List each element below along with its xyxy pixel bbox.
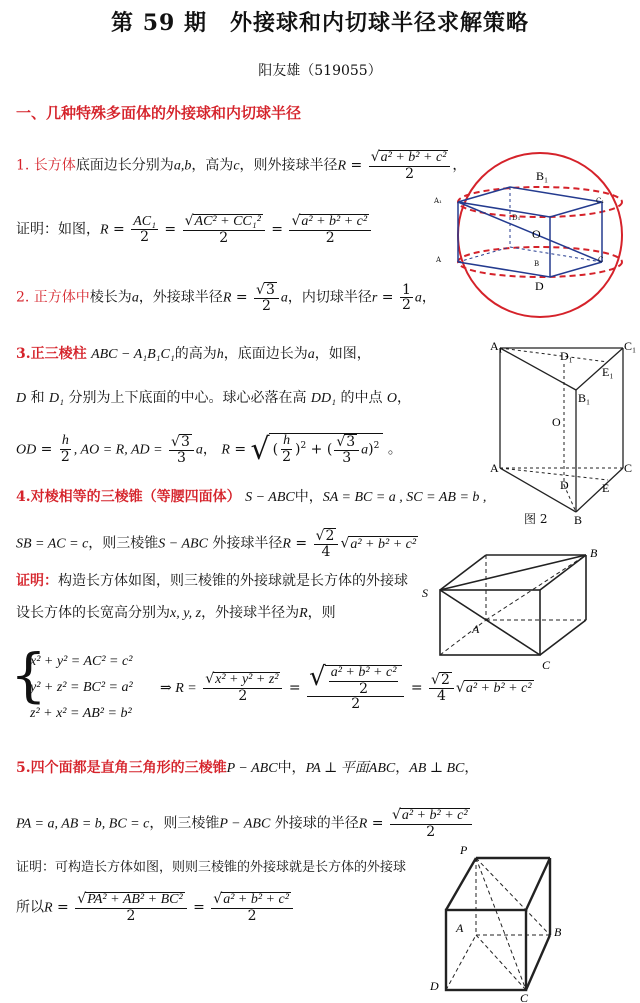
page-title: 第 59 期 外接球和内切球半径求解策略	[111, 10, 529, 36]
fig3-A: A	[472, 622, 480, 636]
fig2-A: A	[490, 461, 499, 475]
figure-cuboid-sphere	[440, 150, 640, 320]
item2-tail: ，	[421, 289, 436, 306]
item3-D1: D₁	[49, 391, 65, 406]
item5-pabc: P − ABC	[226, 761, 278, 776]
item4-four: 4	[321, 543, 331, 560]
item5-two3: 2	[247, 907, 257, 924]
item4-proof-line2a: 设长方体的长宽高分别为	[16, 605, 170, 621]
fig1-label-b1: B₁	[536, 169, 549, 183]
fig2-E: E	[602, 481, 610, 495]
item2-text3: ，内切球半径	[287, 289, 372, 306]
item4-line2: SB = AC = c，则三棱锥S − ABC 外接球半径R = $\frac{√2}{4}$ √a² + b² + c²	[16, 528, 417, 560]
item1-ac1: AC₁	[133, 213, 156, 229]
item4-outer-den: 2	[351, 696, 361, 713]
fig2-B: B	[574, 513, 583, 527]
fig2-E1: E₁	[602, 365, 614, 379]
item1-frac2: $\frac{\text{√AC² + CC₁²}}{2}$	[183, 214, 265, 245]
item1-label: 1. 长方体	[16, 157, 76, 174]
fig1-D1: D₁	[512, 214, 521, 222]
item5-abc: a² + b² + c²	[401, 808, 468, 823]
item4-xyz: x, y, z	[170, 606, 202, 621]
item4-implies: ⇒ R =	[160, 680, 197, 696]
item4-abc2: a² + b² + c²	[465, 680, 532, 696]
item3-ao: , AO = R, AD =	[73, 442, 163, 458]
item4-proof-text: 构造长方体如图，则三棱锥的外接球就是长方体的外接球	[58, 573, 408, 589]
item3-midpoint: 的中点	[340, 390, 383, 406]
item2-text2: ，外接球半径	[138, 289, 223, 306]
item3-DD1: DD₁	[310, 391, 337, 406]
fig4-B: B	[554, 925, 562, 939]
item5-two: 2	[426, 823, 436, 840]
item3-end: 。	[387, 441, 402, 458]
item1-two-c: 2	[325, 229, 335, 246]
item4-sqrt2-over-4: $\frac{√2}{4}$	[314, 528, 339, 559]
item3-three-a: 3	[180, 433, 190, 450]
item1-text1: 底面边长分别为	[75, 157, 174, 174]
item4-line2a: SB = AC = c	[16, 536, 89, 552]
item5-frac1: $\frac{\text{√PA² + AB² + BC²}}{2}$	[75, 892, 186, 923]
item1-vars: a,b	[173, 158, 192, 174]
item4-four2: 4	[437, 687, 446, 704]
item4-line2c: S − ABC	[158, 536, 208, 552]
fig1-label-o: O	[532, 227, 541, 241]
item5-so: 所以	[16, 899, 44, 916]
fig2-D: D	[560, 478, 569, 492]
item3-R: R	[221, 442, 230, 458]
item2-a2: a	[280, 290, 288, 306]
item4-two: 2	[238, 687, 248, 704]
item2-sqrt3: 3	[265, 282, 275, 298]
item1-proof-R: R	[100, 222, 109, 238]
item1-two-a: 2	[140, 229, 150, 246]
item4-sqrt2: 2	[325, 528, 335, 544]
item2-R: R	[222, 290, 232, 306]
item3-line2d: 分别为上下底面的中心。球心必落在高	[68, 390, 307, 406]
item3-h2: h	[61, 433, 69, 449]
item4-line2d: 外接球半径	[212, 535, 283, 552]
item3-a: a	[307, 347, 315, 362]
item3-formula: OD = $\frac{h}{2}$ , AO = R, AD = $\frac{√3}{3}$ a， R = √( $\frac{h}{2}$ )$^2$ + ( $\frac{√3}{3}$ a)$^2$ 。	[16, 432, 402, 467]
item2-text1: 棱长为	[89, 289, 132, 306]
item2-one: 1	[401, 281, 411, 298]
fig2-caption: 图 2	[524, 512, 548, 526]
item1-abc: a² + b² + c²	[301, 214, 368, 229]
item4-proof-R: R	[299, 606, 308, 621]
item5-formula: $\frac{\text{√a² + b² + c²}}{2}$	[390, 808, 472, 839]
item5-R2: R	[44, 900, 53, 916]
figure-triangular-prism	[488, 340, 638, 525]
item3-text3: ，如图，	[314, 346, 371, 362]
item1-num: a² + b² + c²	[380, 150, 447, 165]
item3-h-over-2	[59, 434, 72, 464]
figure-right-tetrahedron	[420, 840, 580, 1003]
item3-text2: ，底面边长为	[223, 346, 308, 362]
item3-h: h	[216, 347, 224, 362]
item5-abc2: a² + b² + c²	[223, 892, 289, 907]
item1-frac1	[131, 215, 158, 245]
item1-tail: ，	[452, 157, 467, 174]
fig2-C1: C₁	[624, 339, 637, 353]
item5-two2: 2	[126, 907, 136, 924]
item4-abc: a² + b² + c²	[350, 536, 417, 552]
item5-line1	[16, 757, 478, 777]
item4-xyz-sum: x² + y² + z²	[215, 672, 279, 688]
item4-text3: SA = BC = a , SC = AB = b ,	[322, 490, 487, 505]
item3-and: 和	[30, 390, 45, 406]
item5-line2b: ，则三棱锥	[149, 815, 220, 832]
fig4-C: C	[520, 991, 529, 1003]
fig4-A: A	[456, 921, 464, 935]
section-heading: 一、几种特殊多面体的外接球和内切球半径	[16, 104, 302, 122]
item3-label: 3.正三棱柱	[16, 346, 87, 362]
item3-three-b: 3	[176, 449, 186, 466]
item2-two2: 2	[401, 297, 411, 314]
item4-line1	[16, 486, 486, 506]
item4-frac-xyz: $\frac{\text{√x² + y² + z²}}{2}$	[203, 672, 282, 703]
fig3-S: S	[422, 586, 428, 600]
item4-text2: 中，	[294, 489, 323, 505]
item1-text3: ，则外接球半径	[239, 157, 338, 174]
item4-proof-then: ，则	[307, 605, 336, 621]
fig3-C: C	[542, 658, 551, 672]
item5-pa: PA² + AB² + BC²	[87, 892, 183, 907]
system-eq1: x² + y² = AC² = c²	[30, 654, 133, 669]
item2-a3: a	[414, 290, 422, 306]
item4-nested-frac: √ $\frac{\text{a² + b² + c²}}{2}$ 2	[307, 664, 404, 712]
cuboid3-edges	[440, 555, 586, 655]
item1-ac-cc: AC² + CC₁²	[194, 214, 261, 229]
item4-inner: a² + b² + c²	[330, 664, 397, 680]
item5-line2a: PA = a, AB = b, BC = c	[16, 816, 150, 832]
figure-isosceles-tetrahedron	[418, 545, 618, 675]
item5-line2d: 外接球的半径	[274, 815, 359, 832]
item5-line2: PA = a, AB = b, BC = c，则三棱锥P − ABC 外接球的半径R = $\frac{\text{√a² + b² + c²}}{2}$	[16, 808, 474, 839]
author-line: 阳友雄（519055）	[258, 63, 382, 79]
item3-text1: 的高为	[174, 346, 217, 362]
item1-proof: 证明：如图，R = $\frac{\text{AC₁}}{2}$ = $\frac{\text{√AC² + CC₁²}}{2}$ = $\frac{\text{√a² + b² + c²}}{2}$	[16, 214, 373, 245]
fig4-P: P	[460, 843, 468, 857]
item2-two: 2	[261, 297, 271, 314]
item4-result: ⇒ R = $\frac{\text{√x² + y² + z²}}{2}$ = √ $\frac{\text{a² + b² + c²}}{2}$ 2 = $\frac{√2}{4}$ √a² + b² + c²	[160, 662, 532, 713]
item3-comma: ，	[397, 390, 412, 406]
item5-text5: AB ⊥ BC	[409, 761, 465, 776]
item2-frac2	[400, 283, 413, 313]
item3-O: O	[386, 391, 398, 406]
item2-r: r	[371, 290, 378, 306]
item3-tailc: ，	[202, 441, 217, 458]
item4-label: 4.对棱相等的三棱锥（等腰四面体）	[16, 489, 241, 505]
item5-R: R	[358, 816, 368, 832]
item3-sqrt3-over-3: $\frac{√3}{3}$	[169, 434, 194, 465]
item4-line2b: ，则三棱锥	[88, 535, 159, 552]
fig1-C: C	[598, 256, 604, 264]
system-eq2: y² + z² = BC² = a²	[30, 680, 133, 695]
item2-frac1: $\frac{√3}{2}$	[254, 282, 279, 313]
item1-statement	[16, 150, 466, 181]
item4-proof-line2	[16, 602, 336, 622]
item1-den: 2	[405, 165, 414, 182]
item4-proof-label: 证明：	[16, 573, 58, 589]
item3-D: D	[16, 391, 27, 406]
item3-two: 2	[60, 449, 70, 465]
item4-inner-den: 2	[359, 680, 369, 697]
item1-eq: =	[350, 157, 363, 174]
fig2-D1: D₁	[560, 349, 573, 363]
item2-statement: 2. 正方体中棱长为a，外接球半径R = $\frac{√3}{2}$ a，内切球半径r = $\frac{1}{2}$ a，	[16, 281, 436, 314]
item5-text4: ，	[395, 760, 410, 776]
fig2-C: C	[624, 461, 633, 475]
fig2-A1: A₁	[490, 339, 503, 353]
item5-proof: 证明：可构造长方体如图，则则三棱锥的外接球就是长方体的外接球	[16, 860, 407, 875]
cuboid-edges	[458, 187, 605, 277]
item5-text2: 中，	[277, 760, 306, 776]
fig1-A: A	[436, 256, 442, 264]
fig2-B1: B₁	[578, 391, 591, 405]
item3-prism: ABC − A₁B₁C₁	[91, 347, 175, 362]
item5-label: 5.四个面都是直角三角形的三棱锥	[16, 760, 227, 776]
item5-conclusion: 所以R = $\frac{\text{√PA² + AB² + BC²}}{2}$ = $\frac{\text{√a² + b² + c²}}{2}$	[16, 892, 295, 923]
item3-line2	[16, 387, 411, 407]
item2-label: 2. 正方体中	[16, 289, 90, 306]
system-eq3: z² + x² = AB² = b²	[30, 706, 132, 721]
item4-sqrt2-over-4b: $\frac{√2}{4}$	[429, 672, 454, 703]
fig1-A1: A₁	[434, 197, 442, 205]
item4-sqrt2b: 2	[440, 672, 450, 689]
item4-R: R	[282, 536, 291, 552]
item4-sabc: S − ABC	[245, 490, 295, 505]
item1-frac3: $\frac{\text{√a² + b² + c²}}{2}$	[289, 214, 371, 245]
item1-formula: $\frac{\text{√a² + b² + c²}}{2}$	[369, 150, 451, 181]
fig1-B: B	[534, 260, 540, 268]
fig1-C1: C₁	[596, 197, 605, 205]
item1-proof-label: 证明：如图，	[16, 221, 100, 238]
fig2-O: O	[552, 415, 561, 429]
item1-R: R	[337, 158, 347, 174]
item3-OD: OD	[16, 442, 37, 458]
item5-text3: PA ⊥ 平面ABC	[305, 761, 396, 776]
item5-text6: ，	[464, 760, 479, 776]
item5-frac2: $\frac{\text{√a² + b² + c²}}{2}$	[211, 892, 293, 923]
item1-var-c: c	[233, 158, 240, 174]
item1-text2: ，高为	[191, 157, 234, 174]
item5-line2c: P − ABC	[219, 816, 271, 832]
item3-line1	[16, 343, 371, 363]
system-brace: {	[10, 641, 47, 709]
item4-proof-line2c: ，外接球半径为	[201, 605, 300, 621]
item2-a: a	[131, 290, 139, 306]
fig3-B: B	[590, 546, 598, 560]
fig4-D: D	[430, 979, 439, 993]
fig1-label-c: D	[535, 279, 544, 293]
item1-two-b: 2	[219, 229, 229, 246]
item4-proof-line1	[16, 570, 408, 590]
